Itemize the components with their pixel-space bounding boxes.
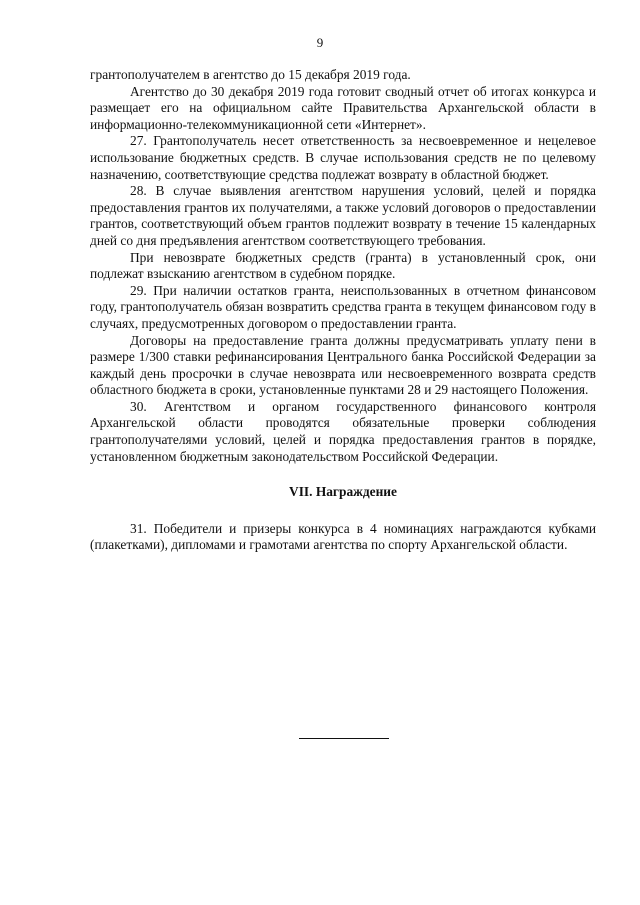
paragraph-31: 31. Победители и призеры конкурса в 4 номинациях награждаются кубками (плакетками), дипломами и грамотами агентства по спорту Архангельской области. <box>90 520 596 553</box>
page-number: 9 <box>316 35 324 50</box>
end-divider <box>299 738 389 739</box>
paragraph-30: 30. Агентством и органом государственного финансового контроля Архангельской области проводятся обязательные проверки соблюдения грантополучателями условий, целей и порядка предоставления грантов в порядке, установленном бюджетным законодательством Российской Федерации. <box>90 398 596 464</box>
paragraph-penalty: Договоры на предоставление гранта должны предусматривать уплату пени в размере 1/300 ставки рефинансирования Центрального банка Российской Федерации за каждый день просрочки в случае невозврата или несвоевременного возврата средств областного бюджета в сроки, установленные пунктами 28 и 29 настоящего Положения. <box>90 332 596 398</box>
paragraph-report: Агентство до 30 декабря 2019 года готовит сводный отчет об итогах конкурса и размещает его на официальном сайте Правительства Архангельской области в информационно-телекоммуникационной сети «Интернет». <box>90 83 596 132</box>
paragraph-29: 29. При наличии остатков гранта, неиспользованных в отчетном финансовом году, грантополучатель обязан возвратить средства гранта в текущем финансовом году в случаях, предусмотренных договором о предоставлении гранта. <box>90 282 596 331</box>
paragraph-28: 28. В случае выявления агентством нарушения условий, целей и порядка предоставления грантов их получателями, а также условий договоров о предоставлении грантов, соответствующий объем грантов подлежит возврату в течение 15 календарных дней со дня предъявления агентством соответствующего требования. <box>90 183 596 248</box>
section-title: VII. Награждение <box>289 484 397 500</box>
document-body <box>90 67 596 554</box>
paragraph-27: 27. Грантополучатель несет ответственность за несвоевременное и нецелевое использование бюджетных средств. В случае использования средств не по целевому назначению, соответствующие средства подлежат возврату в областной бюджет. <box>90 133 596 182</box>
paragraph-continuation: грантополучателем в агентство до 15 декабря 2019 года. <box>90 67 411 82</box>
paragraph-recovery: При невозврате бюджетных средств (гранта) в установленный срок, они подлежат взысканию агентством в судебном порядке. <box>90 249 596 282</box>
